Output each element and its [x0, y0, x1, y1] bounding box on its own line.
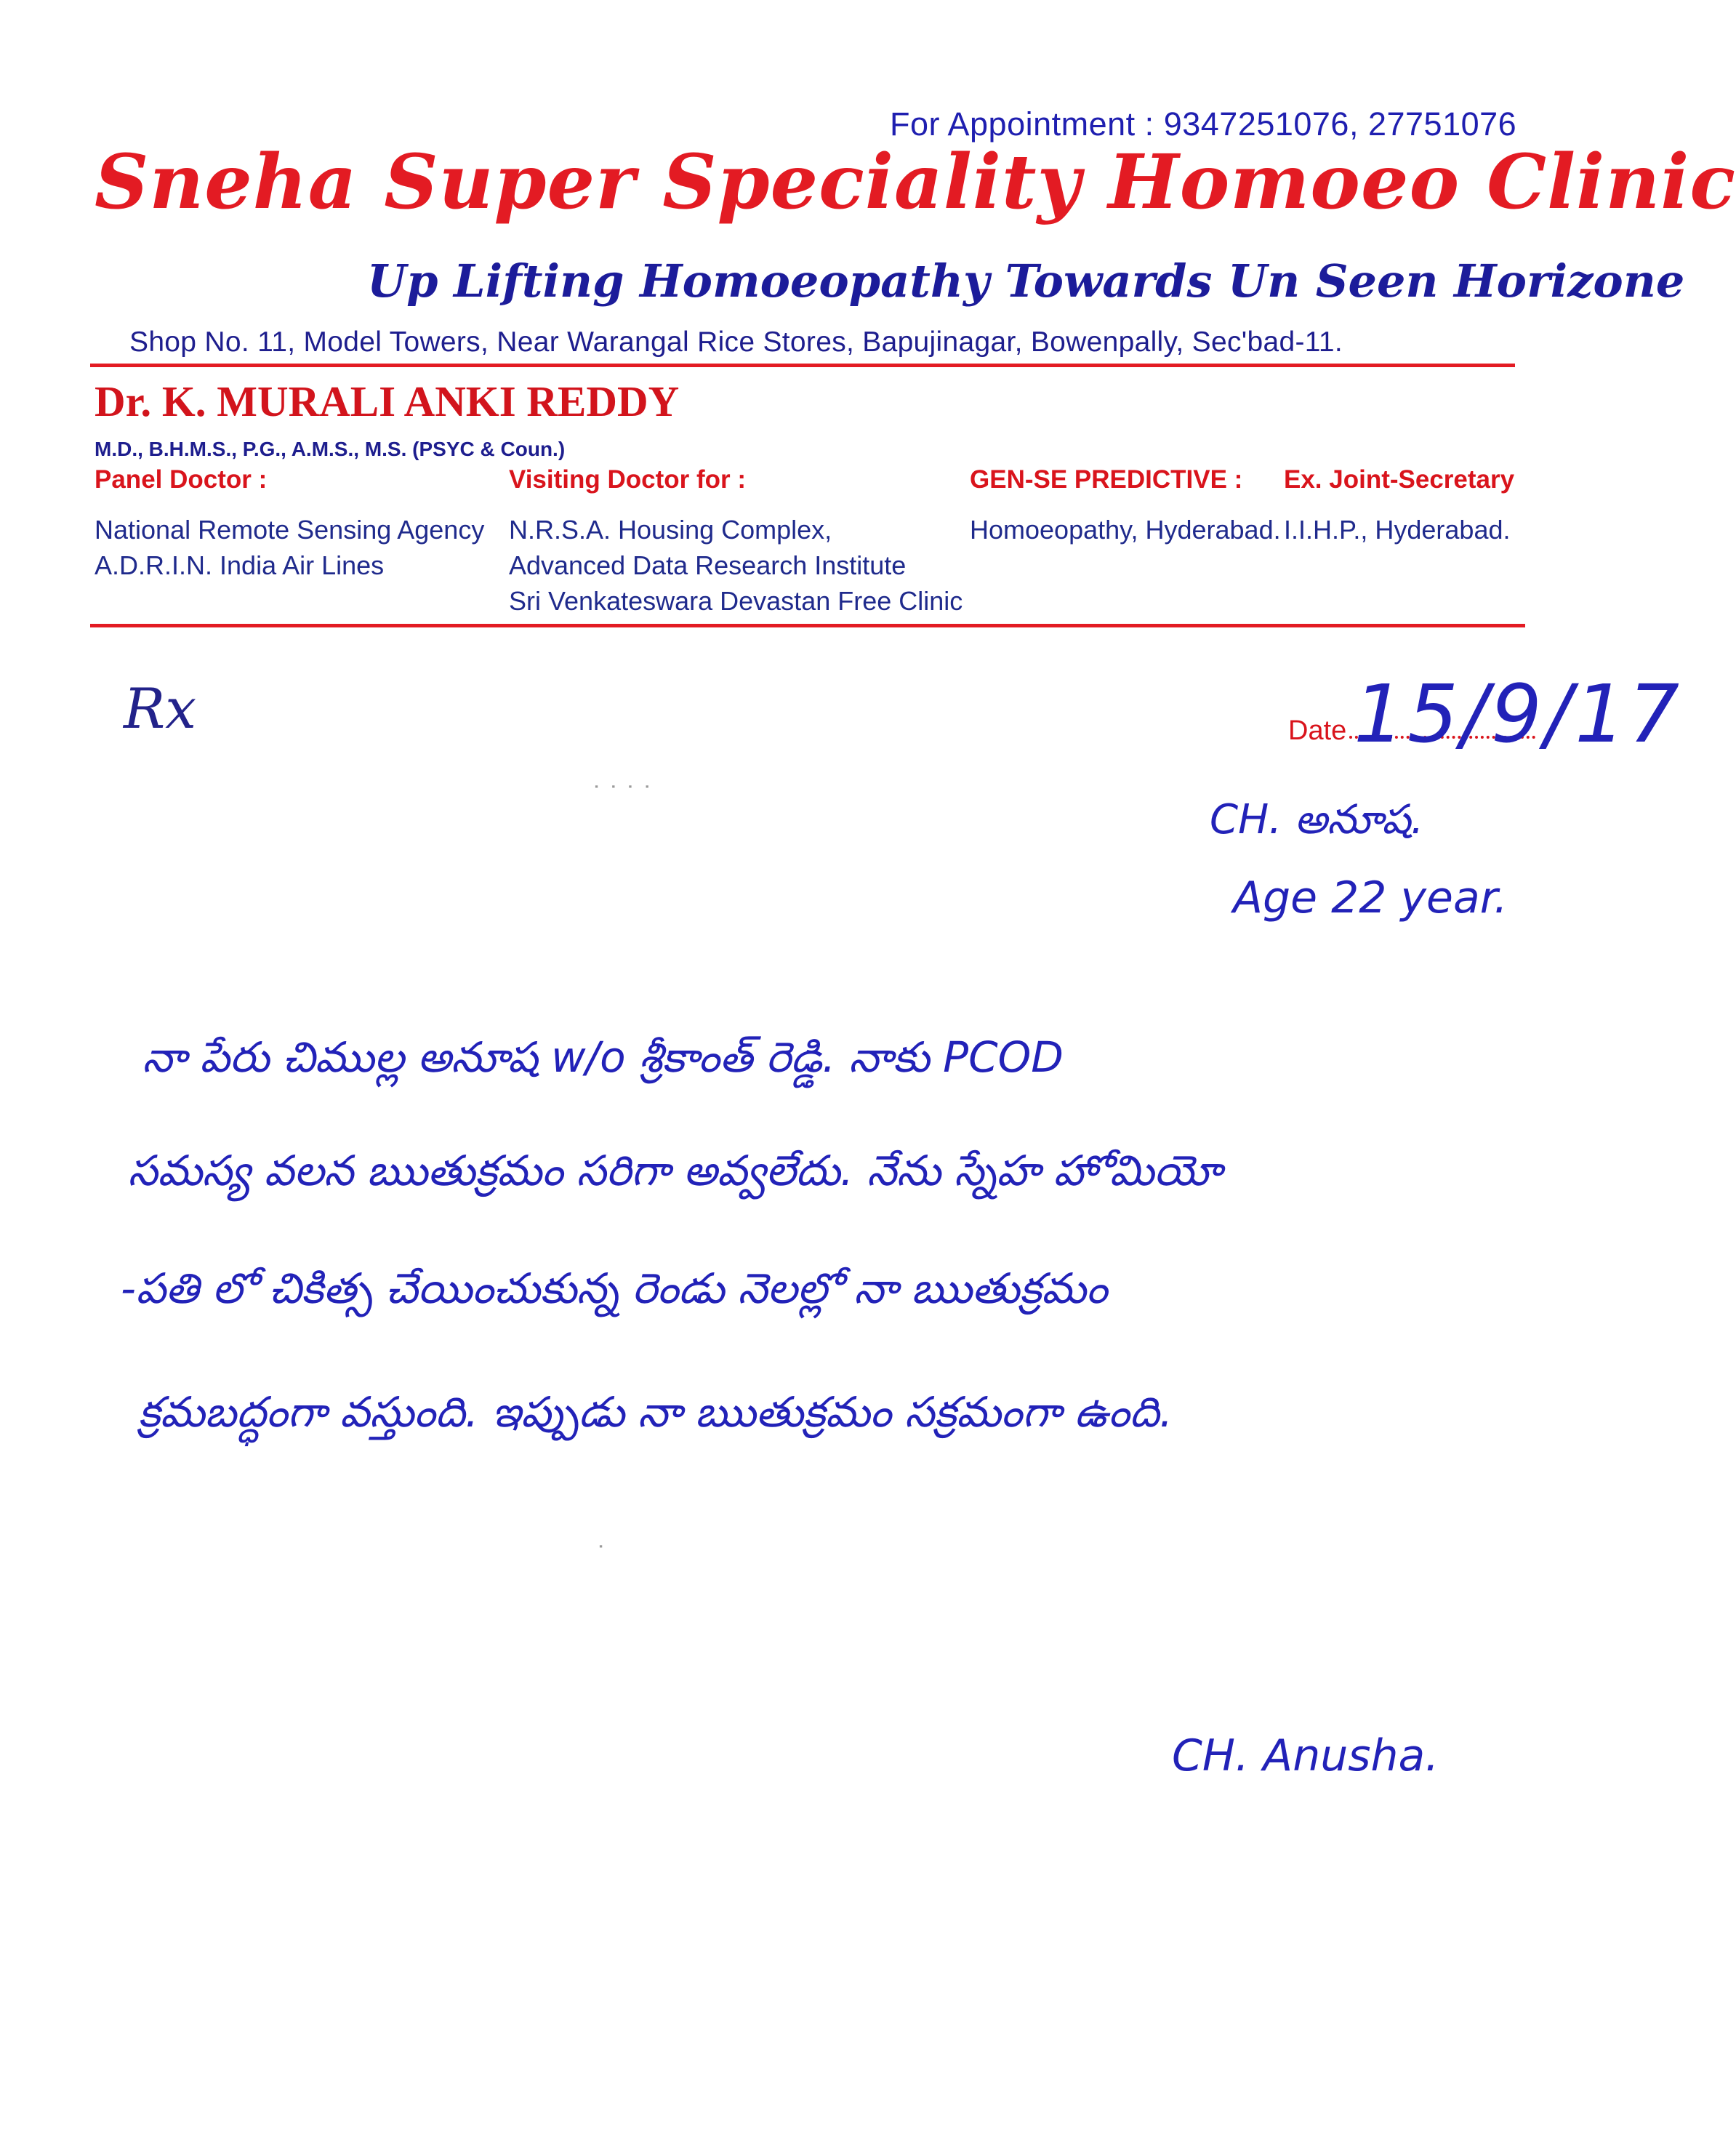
gen-se-column	[970, 465, 1281, 547]
statement-line: క్రమబద్ధంగా వస్తుంది. ఇప్పుడు నా ఋతుక్రమం సక్రమంగా ఉంది.	[138, 1387, 1173, 1437]
section-rule	[90, 624, 1525, 627]
column-heading: GEN-SE PREDICTIVE :	[970, 465, 1243, 494]
column-heading: Visiting Doctor for :	[509, 465, 747, 494]
column-line: Sri Venkateswara Devastan Free Clinic	[509, 586, 963, 616]
patient-name: CH. అనూష.	[1210, 796, 1424, 843]
doctor-name: Dr. K. MURALI ANKI REDDY	[95, 377, 680, 425]
patient-age: Age 22 year.	[1233, 872, 1508, 923]
column-line: Advanced Data Research Institute	[509, 550, 907, 580]
column-line: I.I.H.P., Hyderabad.	[1284, 515, 1511, 545]
clinic-tagline: Up Lifting Homoeopathy Towards Un Seen Horizone	[367, 254, 1685, 308]
header-rule	[90, 364, 1515, 367]
scan-specks: ˙	[598, 1541, 607, 1572]
statement-line: -పతి లో చికిత్స చేయించుకున్న రెండు నెలల్లో నా ఋతుక్రమం	[121, 1264, 1108, 1313]
clinic-address: Shop No. 11, Model Towers, Near Warangal Rice Stores, Bapujinagar, Bowenpally, Sec'bad-11.	[129, 326, 1343, 358]
appointment-numbers: For Appointment : 9347251076, 27751076	[890, 105, 1517, 143]
statement-line: సమస్య వలన ఋతుక్రమం సరిగా అవ్వలేదు. నేను స్నేహ హోమియో	[128, 1146, 1222, 1195]
date-label: Date	[1288, 715, 1347, 746]
column-line: A.D.R.I.N. India Air Lines	[95, 550, 385, 580]
clinic-name: Sneha Super Speciality Homoeo Clinic	[95, 138, 1736, 226]
column-heading: Panel Doctor :	[95, 465, 268, 494]
panel-doctor-column	[95, 465, 484, 583]
visiting-doctor-column	[509, 465, 963, 619]
column-line: N.R.S.A. Housing Complex,	[509, 515, 832, 545]
column-heading: Ex. Joint-Secretary	[1284, 465, 1515, 494]
statement-line: నా పేరు చిముల్ల అనూష w/o శ్రీకాంత్ రెడ్డి. నాకు PCOD	[142, 1032, 1064, 1082]
patient-signature: CH. Anusha.	[1172, 1730, 1439, 1781]
rx-symbol: Rx	[124, 676, 197, 741]
column-line: Homoeopathy, Hyderabad.	[970, 515, 1281, 545]
date-value: 15/9/17	[1354, 667, 1683, 761]
column-line: National Remote Sensing Agency	[95, 515, 485, 545]
doctor-qualifications: M.D., B.H.M.S., P.G., A.M.S., M.S. (PSYC & Coun.)	[95, 438, 566, 460]
scan-specks: ˙ ˙ ˙ ˙	[593, 782, 654, 812]
joint-secretary-column	[1284, 465, 1514, 547]
